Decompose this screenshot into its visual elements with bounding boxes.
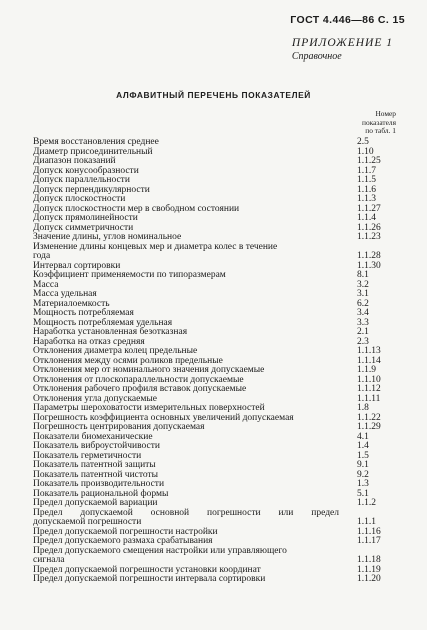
- indicator-name: Мощность потребляемая удельная: [33, 317, 173, 328]
- indicator-number: 1.5: [357, 450, 369, 461]
- indicator-number: 1.1.27: [357, 203, 381, 214]
- indicator-number: 9.2: [357, 469, 369, 480]
- indicator-name: Значение длины, углов номинальное: [33, 232, 182, 242]
- column-header: [336, 110, 396, 136]
- indicator-name: Предел допускаемой погрешности интервала сортировки: [33, 574, 266, 584]
- indicator-number: 1.1.6: [357, 184, 376, 195]
- indicator-name: допускаемой погрешности: [33, 517, 142, 527]
- indicator-name: Отклонения рабочего профиля вставок допускаемые: [33, 384, 247, 394]
- indicator-number: 6.2: [357, 298, 369, 309]
- column-header-line: по табл. 1: [365, 126, 396, 136]
- indicator-number: 3.3: [357, 317, 369, 328]
- indicator-name: Отклонения мер от номинального значения допускаемые: [33, 365, 265, 375]
- indicator-name: Предел допускаемого размаха срабатывания: [33, 536, 213, 546]
- indicator-name: Показатель герметичности: [33, 450, 142, 461]
- indicator-number: 5.1: [357, 488, 369, 499]
- indicator-number: 9.1: [357, 460, 369, 470]
- indicator-number: 2.5: [357, 137, 369, 147]
- indicator-name: Диапазон показаний: [33, 156, 116, 166]
- indicator-name: Допуск плоскостности мер в свободном состоянии: [33, 203, 240, 214]
- indicator-name: Отклонения между осями роликов предельные: [33, 355, 223, 366]
- indicator-number: 1.1.9: [357, 365, 376, 375]
- indicator-name: Предел допускаемой погрешности настройки: [33, 526, 218, 537]
- indicator-name: Показатель рациональной формы: [33, 488, 169, 499]
- indicator-number: 8.1: [357, 270, 369, 280]
- indicator-name: Предел допускаемой погрешности установки координат: [33, 564, 261, 575]
- indicator-number: 1.10: [357, 146, 374, 157]
- indicator-name: Показатель виброустойчивости: [33, 441, 160, 451]
- indicator-name: Диаметр присоединительный: [33, 146, 153, 157]
- indicator-name: Интервал сортировки: [33, 260, 121, 271]
- indicator-number: 1.1.3: [357, 194, 376, 204]
- indicator-name: Допуск конусообразности: [33, 165, 139, 176]
- indicator-number: 1.1.7: [357, 165, 376, 176]
- indicator-name: Отклонения от плоскопараллельности допускаемые: [33, 374, 244, 385]
- indicator-number: 1.1.25: [357, 156, 381, 166]
- indicator-number: 2.3: [357, 336, 369, 347]
- indicator-name: Наработка установленная безотказная: [33, 327, 188, 337]
- standard-header: ГОСТ 4.446—86 С. 15: [290, 14, 405, 26]
- indicator-name: сигнала: [33, 555, 65, 565]
- indicator-number: 1.1.17: [357, 536, 381, 546]
- indicator-name: Показатель патентной чистоты: [33, 469, 159, 480]
- list-item: [0, 575, 427, 585]
- appendix-subtitle: Справочное: [291, 51, 342, 62]
- indicator-name: Отклонения диаметра колец предельные: [33, 346, 198, 356]
- indicator-name: Предел допускаемого смещения настройки или управляющего: [33, 545, 287, 556]
- indicator-number: 1.8: [357, 403, 369, 413]
- indicator-number: 1.1.23: [357, 232, 381, 242]
- column-header-line: показателя: [361, 117, 396, 127]
- appendix-heading: [292, 37, 393, 62]
- indicator-number: 1.4: [357, 441, 369, 451]
- indicator-name: Мощность потребляемая: [33, 308, 134, 318]
- indicator-number: 1.1.28: [357, 251, 381, 261]
- column-header-line: Номер: [375, 109, 396, 118]
- indicator-name: Показатель производительности: [33, 479, 165, 489]
- indicator-number: 1.1.13: [357, 346, 381, 356]
- indicator-number: 1.1.1: [357, 517, 376, 527]
- indicator-name: года: [33, 251, 51, 261]
- indicator-name: Предел допускаемой вариации: [33, 498, 158, 508]
- indicator-name: Допуск симметричности: [33, 222, 134, 233]
- indicator-number: 1.1.20: [357, 574, 381, 584]
- list-title: АЛФАВИТНЫЙ ПЕРЕЧЕНЬ ПОКАЗАТЕЛЕЙ: [116, 90, 311, 100]
- indicator-name: Отклонения угла допускаемые: [33, 393, 157, 404]
- indicator-name: Параметры шероховатости измерительных поверхностей: [33, 403, 265, 413]
- indicator-name: Масса удельная: [33, 289, 97, 299]
- indicator-number: 1.1.14: [357, 355, 381, 366]
- indicator-number: 1.1.18: [357, 555, 381, 565]
- indicator-number: 1.1.29: [357, 422, 381, 432]
- indicator-number: 1.1.4: [357, 213, 376, 223]
- indicator-name: Допуск параллельности: [33, 175, 130, 185]
- indicator-name: Предел допускаемой основной погрешности или предел: [33, 507, 339, 518]
- indicator-name: Показатели биомеханические: [33, 431, 153, 442]
- indicator-name: Масса: [33, 279, 59, 290]
- indicator-name: Допуск перпендикулярности: [33, 184, 150, 195]
- indicator-name: Наработка на отказ средняя: [33, 336, 145, 347]
- indicator-list: [0, 138, 427, 585]
- indicator-name: Погрешность коэффициента основных увеличений допускаемая: [33, 412, 294, 423]
- indicator-number: 1.3: [357, 479, 369, 489]
- indicator-name: Изменение длины концевых мер и диаметра колес в течение: [33, 241, 278, 252]
- indicator-name: Коэффициент применяемости по типоразмерам: [33, 270, 226, 280]
- indicator-number: 1.1.30: [357, 260, 381, 271]
- indicator-number: 3.1: [357, 289, 369, 299]
- indicator-number: 1.1.16: [357, 526, 381, 537]
- indicator-number: 1.1.11: [357, 393, 381, 404]
- indicator-number: 1.1.10: [357, 374, 381, 385]
- indicator-number: 3.4: [357, 308, 369, 318]
- indicator-name: Материалоемкость: [33, 298, 110, 309]
- indicator-number: 1.1.22: [357, 412, 381, 423]
- indicator-name: Допуск плоскостности: [33, 194, 126, 204]
- indicator-number: 1.1.12: [357, 384, 381, 394]
- indicator-number: 3.2: [357, 279, 369, 290]
- indicator-name: Время восстановления среднее: [33, 137, 159, 147]
- indicator-number: 1.1.2: [357, 498, 376, 508]
- indicator-number: 1.1.26: [357, 222, 381, 233]
- indicator-number: 4.1: [357, 431, 369, 442]
- indicator-number: 2.1: [357, 327, 369, 337]
- indicator-number: 1.1.19: [357, 564, 381, 575]
- indicator-number: 1.1.5: [357, 175, 376, 185]
- indicator-name: Показатель патентной защиты: [33, 460, 156, 470]
- indicator-name: Погрешность центрирования допускаемая: [33, 422, 205, 432]
- indicator-name: Допуск прямолинейности: [33, 213, 138, 223]
- appendix-title: ПРИЛОЖЕНИЕ 1: [291, 37, 393, 49]
